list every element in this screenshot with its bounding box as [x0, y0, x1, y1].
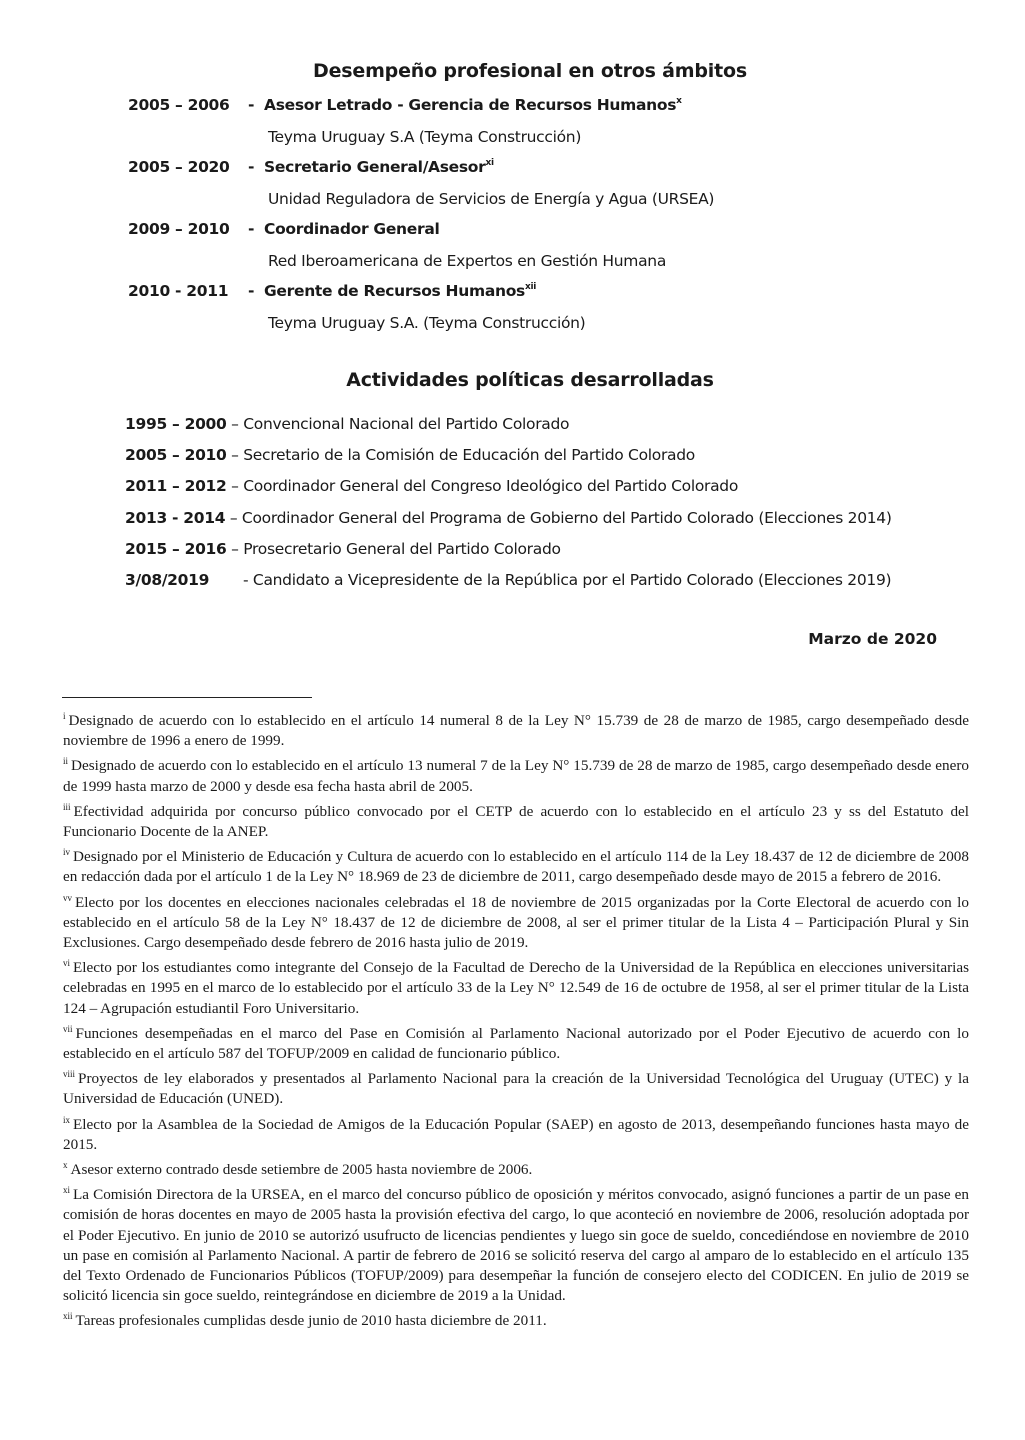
- footnote: [63, 842, 969, 887]
- political-entry: [125, 571, 891, 589]
- footnote-mark: iv: [63, 847, 71, 858]
- footnote-mark: ii: [63, 756, 69, 767]
- footnote-mark: iii: [63, 801, 71, 812]
- entry-organization: Teyma Uruguay S.A. (Teyma Construcción): [268, 314, 586, 332]
- entry-period: 3/08/2019: [125, 571, 210, 589]
- footnote: [63, 1155, 969, 1180]
- footnote-mark: ix: [63, 1114, 71, 1125]
- footnote-text: Designado por el Ministerio de Educación y Cultura de acuerdo con lo establecido en el artículo 114 de la Ley 18.437 de 12 de diciembre de 2008 en redacción dada por el artículo 1 de la Ley N° 18.969 de 23 de diciembre de 2011, cargo desempeñado desde mayo de 2015 a febrero de 2016.: [63, 848, 969, 886]
- entry-period: 2013 - 2014: [125, 509, 226, 527]
- footnote-text: Proyectos de ley elaborados y presentados al Parlamento Nacional para la creación de la Universidad Tecnológica del Uruguay (UTEC) y la Universidad de Educación (UNED).: [63, 1070, 969, 1108]
- entry-title: Coordinador General: [264, 220, 440, 238]
- footnote-text: Asesor externo contrado desde setiembre de 2005 hasta noviembre de 2006.: [70, 1161, 533, 1179]
- footnote-ref: xii: [525, 282, 537, 292]
- footnote-mark: i: [63, 711, 66, 721]
- entry-separator: -: [248, 220, 255, 238]
- entry-text: – Coordinador General del Programa de Gobierno del Partido Colorado (Elecciones 2014): [229, 509, 892, 527]
- entry-title: Secretario General/Asesor$^{xi}$: [264, 158, 494, 176]
- entry-text: – Secretario de la Comisión de Educación del Partido Colorado: [231, 446, 695, 464]
- footnotes: [63, 706, 969, 1332]
- footnote-ref: xi: [485, 158, 494, 168]
- entry-period: 1995 – 2000: [125, 415, 227, 433]
- entry-separator: -: [248, 158, 255, 176]
- entry-period: 2011 – 2012: [125, 477, 227, 495]
- footnote-mark: xi: [63, 1185, 71, 1196]
- footnote-text: Tareas profesionales cumplidas desde junio de 2010 hasta diciembre de 2011.: [75, 1312, 547, 1330]
- section-heading-political: Actividades políticas desarrolladas: [346, 369, 714, 391]
- entry-period: 2009 – 2010: [128, 220, 230, 238]
- entry-text: – Coordinador General del Congreso Ideológico del Partido Colorado: [231, 477, 739, 495]
- political-entry: [125, 477, 738, 495]
- entry-period: 2015 – 2016: [125, 540, 227, 558]
- footnote: [63, 1019, 969, 1064]
- footnote: [63, 888, 969, 954]
- entry-organization: Red Iberoamericana de Expertos en Gestión Humana: [268, 252, 667, 270]
- footnote-text: La Comisión Directora de la URSEA, en el marco del concurso público de oposición y méritos convocado, asignó funciones a partir de un pase en comisión de horas docentes en mayo de 2005 hasta la provisión efectiva del cargo, lo que aconteció en noviembre de 2006, resolución adoptada por el Poder Ejecutivo. En junio de 2010 se autorizó usufructo de licencias pendientes y luego sin goce de sueldo, concediéndose en noviembre de 2010 un pase en comisión al Parlamento Nacional. A partir de febrero de 2016 se solicitó reserva del cargo al amparo de lo establecido en el artículo 135 del Texto Ordenado de Funcionarios Públicos (TOFUP/2009) para desempeñar la función de consejero electo del CODICEN. En julio de 2019 se solicitó licencia sin goce sueldo, reintegrándose en diciembre de 2019 a la Unidad.: [63, 1186, 969, 1305]
- footnote-divider: [62, 697, 312, 698]
- entry-period: 2010 - 2011: [128, 282, 229, 300]
- political-entry: [125, 446, 695, 464]
- footnote: [63, 1110, 969, 1155]
- footnote-text: Efectividad adquirida por concurso público convocado por el CETP de acuerdo con lo establecido en el artículo 23 y ss del Estatuto del Funcionario Docente de la ANEP.: [63, 802, 969, 841]
- entry-organization: Unidad Reguladora de Servicios de Energía y Agua (URSEA): [268, 190, 715, 208]
- entry-organization: Teyma Uruguay S.A (Teyma Construcción): [268, 128, 582, 146]
- entry-period: 2005 – 2020: [128, 158, 230, 176]
- footnote-mark: xii: [63, 1311, 73, 1322]
- entry-text: – Convencional Nacional del Partido Colorado: [231, 415, 570, 433]
- footnote: [63, 706, 969, 751]
- political-entry: [125, 540, 561, 558]
- footnote-mark: vv: [63, 892, 72, 903]
- footnote: [63, 751, 969, 796]
- footnote-text: Designado de acuerdo con lo establecido en el artículo 14 numeral 8 de la Ley N° 15.739 de 28 de marzo de 1985, cargo desempeñado desde noviembre de 1996 a enero de 1999.: [63, 712, 969, 750]
- footnote-mark: vii: [63, 1023, 73, 1034]
- section-heading-professional: Desempeño profesional en otros ámbitos: [313, 60, 747, 82]
- political-entry: [125, 509, 892, 527]
- entry-title: Gerente de Recursos Humanos$^{xii}$: [264, 282, 537, 300]
- footnote: [63, 1306, 969, 1331]
- footnote-text: Electo por los docentes en elecciones nacionales celebradas el 18 de noviembre de 2015 organizadas por la Corte Electoral de acuerdo con lo establecido en el artículo 58 de la Ley N° 18.437 de 12 de diciembre de 2008, al ser el primer titular de la Lista 4 – Participación Plural y Sin Exclusiones. Cargo desempeñado desde febrero de 2016 hasta julio de 2019.: [63, 893, 969, 952]
- entry-text: – Prosecretario General del Partido Colorado: [231, 540, 561, 558]
- political-entry: [125, 415, 569, 433]
- footnote: [63, 1180, 969, 1306]
- document-date: Marzo de 2020: [808, 630, 937, 648]
- footnote: [63, 953, 969, 1019]
- footnote-mark: x: [63, 1160, 68, 1171]
- footnote: [63, 1064, 969, 1109]
- footnote: [63, 797, 969, 842]
- entry-separator: -: [248, 282, 255, 300]
- entry-period: 2005 – 2006: [128, 96, 230, 114]
- footnote-text: Electo por los estudiantes como integrante del Consejo de la Facultad de Derecho de la Universidad de la República en elecciones universitarias celebradas en 1995 en el marco de lo establecido por el artículo 33 de la Ley N° 12.549 de 16 de octubre de 1958, al ser el primer titular de la Lista 124 – Agrupación estudiantil Foro Universitario.: [63, 959, 969, 1017]
- entry-text: - Candidato a Vicepresidente de la República por el Partido Colorado (Elecciones 2019): [243, 571, 892, 589]
- footnote-ref: x: [676, 96, 682, 106]
- entry-period: 2005 – 2010: [125, 446, 227, 464]
- footnote-mark: vi: [63, 958, 71, 969]
- footnote-mark: viii: [63, 1069, 76, 1080]
- entry-separator: -: [248, 96, 255, 114]
- footnote-text: Funciones desempeñadas en el marco del Pase en Comisión al Parlamento Nacional autorizado por el Poder Ejecutivo de acuerdo con lo establecido en el artículo 587 del TOFUP/2009 en calidad de funcionario público.: [63, 1024, 969, 1063]
- footnote-text: Electo por la Asamblea de la Sociedad de Amigos de la Educación Popular (SAEP) en agosto de 2013, desempeñando funciones hasta mayo de 2015.: [63, 1115, 969, 1153]
- entry-title: Asesor Letrado - Gerencia de Recursos Humanos$^x$: [264, 96, 682, 114]
- footnote-text: Designado de acuerdo con lo establecido en el artículo 13 numeral 7 de la Ley N° 15.739 de 28 de marzo de 1985, cargo desempeñado desde enero de 1999 hasta marzo de 2000 y desde esa fecha hasta abril de 2005.: [63, 757, 969, 795]
